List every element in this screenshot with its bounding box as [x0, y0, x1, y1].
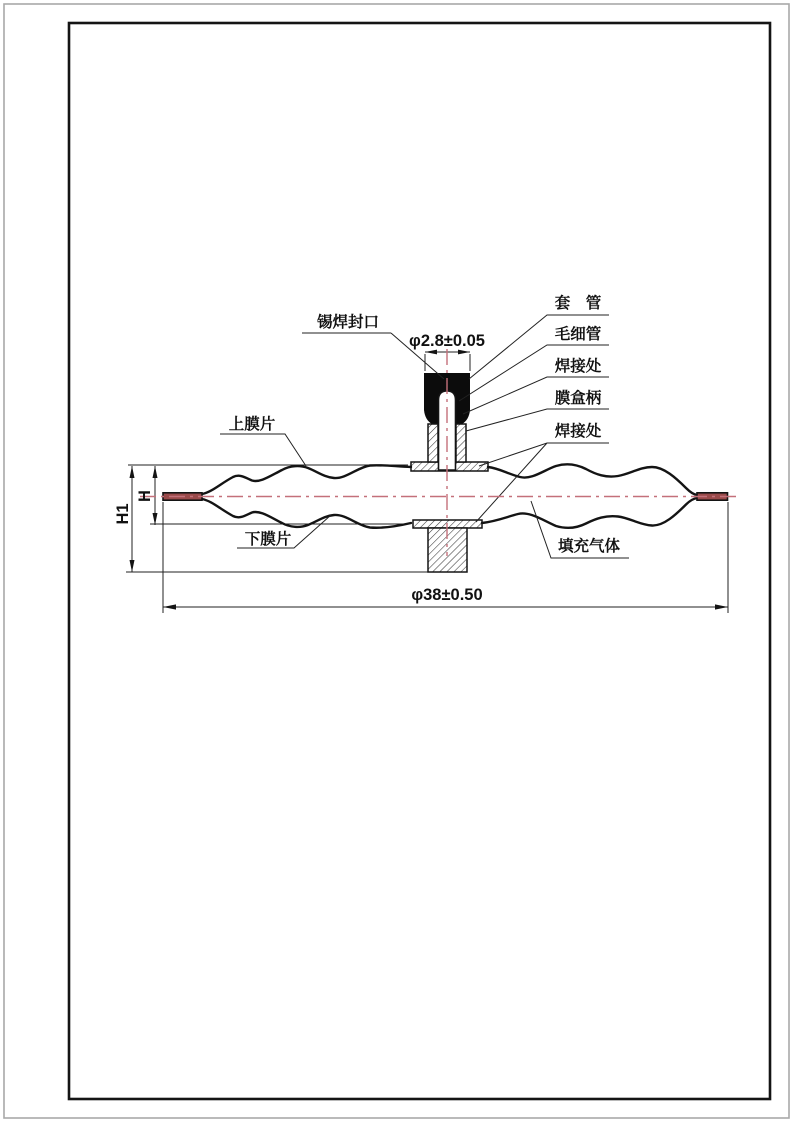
annotation-texts [114, 293, 620, 604]
dim-text-capsule-diameter: φ38±0.50 [411, 586, 483, 604]
stem-wall-left [428, 424, 438, 462]
label-capsule-stem: 膜盒柄 [554, 390, 602, 407]
label-weld-point-upper: 焊接处 [554, 358, 602, 375]
drawing-frame [69, 23, 770, 1099]
lower-membrane-right [482, 498, 697, 528]
label-capillary-tube: 毛细管 [554, 326, 602, 343]
label-upper-diaphragm: 上膜片 [228, 416, 276, 433]
stem-wall-right [456, 424, 466, 462]
dim-text-overall-height: H1 [114, 503, 132, 525]
label-lower-diaphragm: 下膜片 [244, 531, 292, 548]
arrow-dia38-left [163, 604, 176, 609]
dim-text-capillary-diameter: φ2.8±0.05 [409, 332, 485, 350]
outer-border [4, 4, 789, 1118]
arrow-H-bottom [153, 513, 158, 525]
leader-upper-diaphragm [220, 434, 306, 466]
arrow-H1-top [130, 466, 135, 478]
leader-weld-lower [476, 443, 609, 522]
arrow-dia28-right [458, 350, 470, 355]
label-sleeve-tube: 套 管 [554, 295, 602, 312]
arrow-H1-bottom [130, 560, 135, 572]
label-weld-point-lower: 焊接处 [554, 423, 602, 440]
dim-text-membrane-height: H [136, 490, 154, 502]
sleeve-shoulder-left [424, 400, 438, 424]
upper-membrane-left [202, 465, 411, 494]
upper-membrane-right [488, 464, 697, 495]
label-solder-seal: 锡焊封口 [316, 314, 380, 331]
arrow-dia28-left [425, 350, 437, 355]
label-fill-gas: 填充气体 [557, 538, 621, 555]
arrow-H-top [153, 466, 158, 478]
lower-membrane-left [202, 499, 411, 528]
arrow-dia38-right [715, 604, 728, 609]
